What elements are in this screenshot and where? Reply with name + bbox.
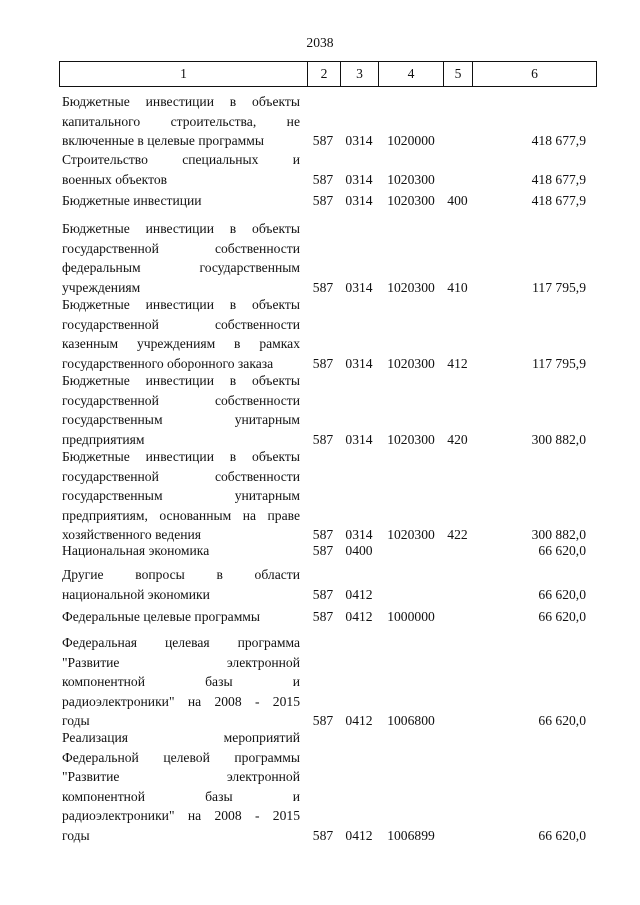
description-line: государственной собственности [62,240,300,256]
header-col-3: 3 [340,62,378,86]
row-description [62,541,300,561]
row-description [62,191,300,211]
cell-col-3: 0412 [345,609,373,624]
cell-col-3: 0412 [345,586,373,602]
header-col-1: 1 [180,66,187,81]
description-line: "Развитие электронной [62,769,300,784]
cell-col-2: 587 [312,586,334,602]
cell-col-4: 1000000 [387,609,435,624]
header-col-2: 2 [307,62,340,86]
row-description [62,607,300,627]
description-line: компонентной базы и [62,674,300,689]
cell-col-3: 0314 [345,355,373,371]
table-header [59,61,597,87]
cell-col-3: 0412 [345,827,373,843]
cell-col-2: 587 [312,171,334,187]
cell-col-2: 587 [312,827,334,843]
cell-col-6: 117 795,9 [532,279,586,295]
cell-col-4: 1020000 [387,133,435,148]
cell-col-4: 1020300 [387,355,435,371]
description-line: государственной собственности [62,468,300,484]
cell-col-6: 300 882,0 [531,527,586,542]
description-line: радиоэлектроники" на 2008 - 2015 [62,808,300,823]
description-line: радиоэлектроники" на 2008 - 2015 [62,693,300,709]
cell-col-2: 587 [312,713,334,728]
cell-col-3: 0400 [345,543,373,558]
description-line: государственной собственности [62,392,300,408]
description-line: государственным унитарным [62,488,300,503]
description-line: казенным учреждениям в рамках [62,336,300,351]
description-line: предприятиям, основанным на праве [62,507,300,523]
cell-col-2: 587 [312,527,334,542]
cell-col-3: 0314 [345,527,373,542]
row-description [62,92,300,151]
cell-col-4: 1020300 [387,193,435,208]
page-number: 2038 [306,35,334,50]
row-description [62,219,300,297]
row-description [62,633,300,731]
description-line: Бюджетные инвестиции в объекты [62,449,300,464]
description-line: Федеральной целевой программы [62,749,300,765]
description-line: Бюджетные инвестиции [62,193,202,208]
cell-col-2: 587 [312,279,334,295]
header-col-5: 5 [443,62,472,86]
description-line: государственного оборонного заказа [62,355,274,371]
cell-col-3: 0412 [345,713,373,728]
cell-col-3: 0314 [345,193,373,208]
row-description [62,447,300,545]
description-line: "Развитие электронной [62,654,300,670]
cell-col-4: 1020300 [387,171,435,187]
row-description [62,295,300,373]
cell-col-6: 66 620,0 [538,586,586,602]
cell-col-3: 0314 [345,279,373,295]
cell-col-6: 418 677,9 [531,171,586,187]
description-line: государственной собственности [62,316,300,332]
row-description [62,150,300,189]
description-line: Бюджетные инвестиции в объекты [62,221,300,236]
cell-col-4: 1020300 [387,431,435,447]
cell-col-2: 587 [312,133,334,148]
cell-col-2: 587 [312,543,334,558]
cell-col-2: 587 [312,609,334,624]
cell-col-5: 410 [447,279,468,295]
description-line: Другие вопросы в области [62,567,300,582]
row-description [62,371,300,449]
description-line: Реализация мероприятий [62,730,300,745]
description-line: Бюджетные инвестиции в объекты [62,297,300,312]
cell-col-4: 1006800 [387,713,435,728]
cell-col-2: 587 [312,193,334,208]
cell-col-6: 418 677,9 [531,133,586,148]
header-col-6: 6 [472,62,596,86]
cell-col-4: 1020300 [387,527,435,542]
description-line: Строительство специальных и [62,152,300,167]
cell-col-6: 418 677,9 [531,193,586,208]
description-line: Федеральная целевая программа [62,635,300,650]
description-line: национальной экономики [62,586,210,602]
cell-col-5: 422 [447,527,468,542]
header-col-4: 4 [378,62,443,86]
cell-col-5: 420 [447,431,468,447]
description-line: годы [62,827,90,843]
cell-col-6: 117 795,9 [532,355,586,371]
description-line: Бюджетные инвестиции в объекты [62,94,300,109]
cell-col-2: 587 [312,431,334,447]
cell-col-4: 1006899 [387,827,435,843]
description-line: Национальная экономика [62,543,210,558]
cell-col-6: 66 620,0 [538,827,586,843]
description-line: федеральным государственным [62,260,300,275]
cell-col-5: 412 [447,355,468,371]
cell-col-4: 1020300 [387,279,435,295]
cell-col-5: 400 [447,193,468,208]
description-line: включенные в целевые программы [62,133,264,148]
cell-col-3: 0314 [345,431,373,447]
row-description [62,728,300,845]
cell-col-3: 0314 [345,171,373,187]
description-line: учреждениям [62,279,141,295]
description-line: предприятиям [62,431,145,447]
description-line: хозяйственного ведения [62,527,202,542]
description-line: компонентной базы и [62,788,300,804]
description-line: капитального строительства, не [62,113,300,129]
row-description [62,565,300,604]
cell-col-6: 66 620,0 [538,713,586,728]
description-line: годы [62,713,90,728]
cell-col-3: 0314 [345,133,373,148]
description-line: государственным унитарным [62,412,300,427]
description-line: Бюджетные инвестиции в объекты [62,373,300,388]
cell-col-6: 300 882,0 [531,431,586,447]
description-line: Федеральные целевые программы [62,609,261,624]
cell-col-2: 587 [312,355,334,371]
description-line: военных объектов [62,171,168,187]
cell-col-6: 66 620,0 [538,609,586,624]
cell-col-6: 66 620,0 [538,543,586,558]
